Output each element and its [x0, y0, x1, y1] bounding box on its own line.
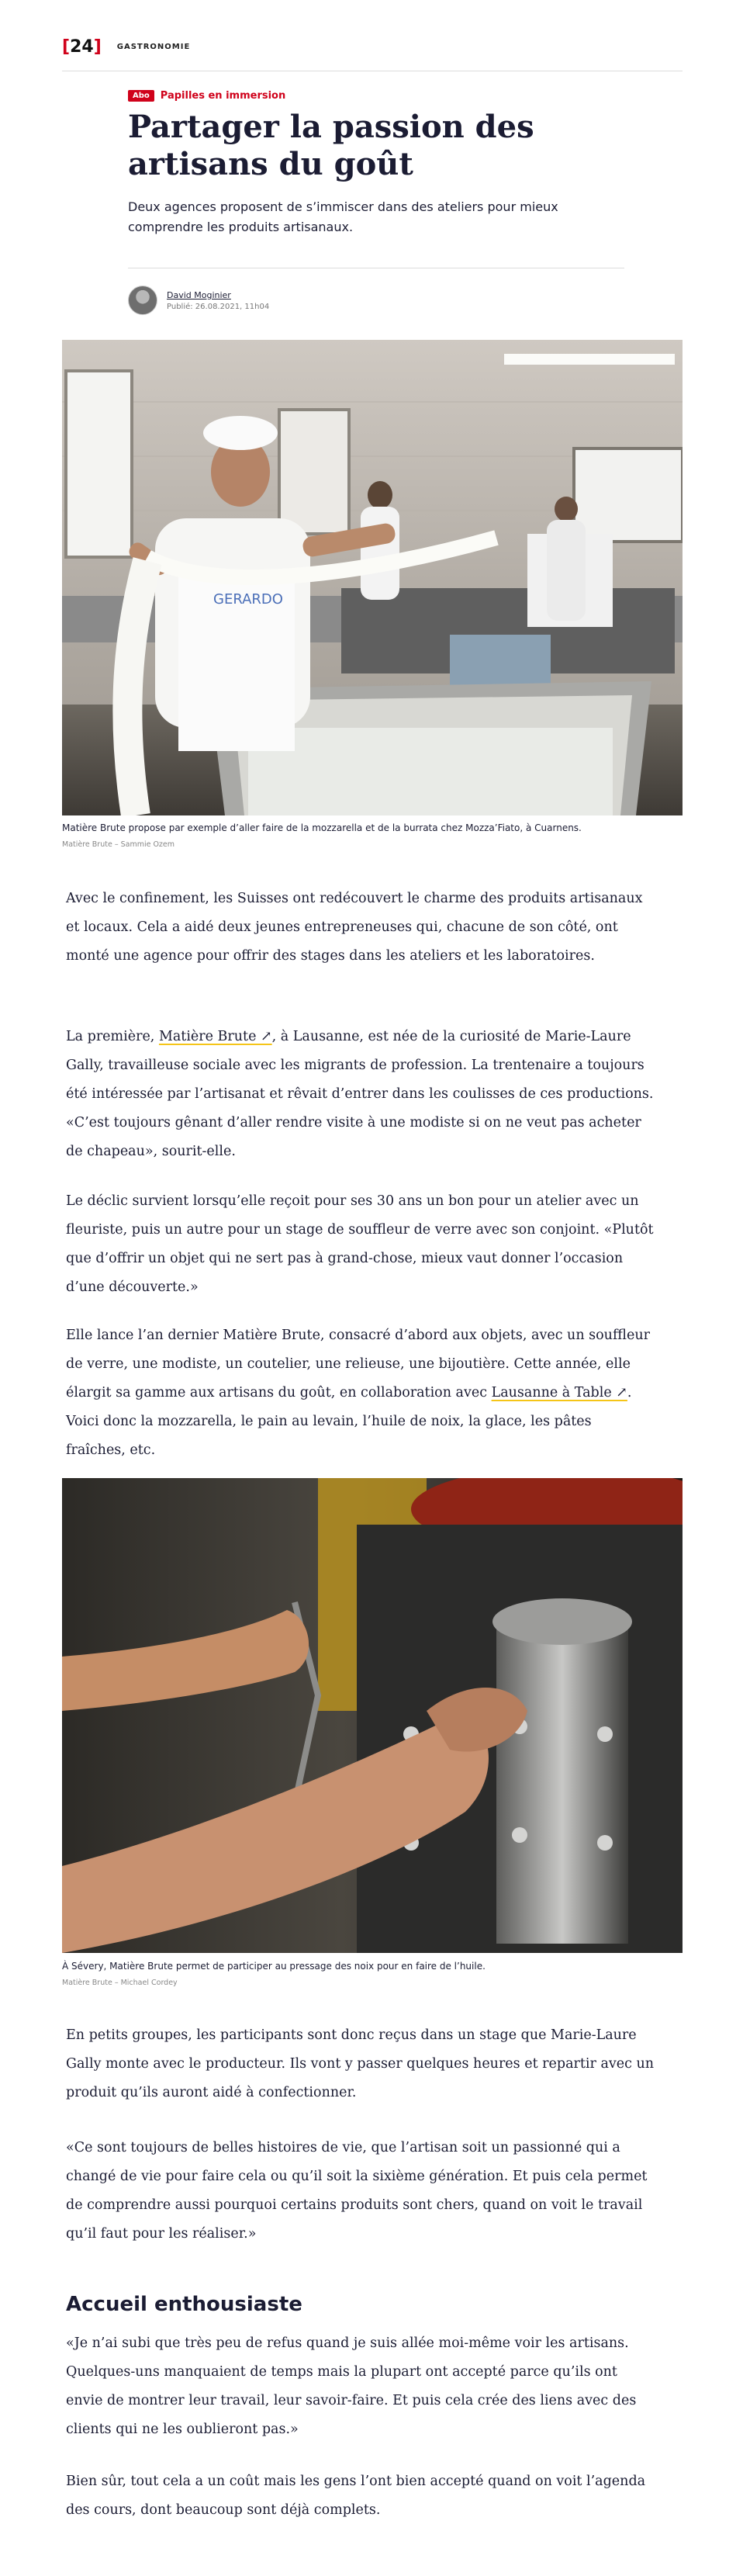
paragraph-4 [66, 1321, 655, 1465]
page-title: Partager la passion des artisans du goût [128, 109, 534, 182]
byline-text [167, 290, 269, 311]
kicker-row [128, 90, 285, 102]
photo-credit-2: Matière Brute – Michael Cordey [62, 1979, 178, 1987]
paragraph-5: En petits groupes, les participants sont donc reçus dans un stage que Marie-Laure Gally monte avec le producteur. Ils vont y passer quelques heures et repartir avec un produit qu’ils auront aidé à confectionner. [66, 2027, 655, 2100]
link-matiere-brute[interactable]: Matière Brute ↗ [158, 1029, 272, 1044]
paragraph-4-before: Elle lance l’an dernier Matière Brute, consacré d’abord aux objets, avec un souffleur de verre, une modiste, un coutelier, une relieuse, une bijoutière. Cette année, elle élargit sa gamme aux artisans du goût, en collaboration avec [66, 1328, 650, 1401]
paragraph-6: «Ce sont toujours de belles histoires de vie, que l’artisan soit un passionné qui a changé de vie pour faire cela ou qu’il soit la sixième génération. Et puis cela permet de comprendre aussi pourquoi certains produits sont chers, quand on voit le travail qu’il faut pour les réaliser.» [66, 2140, 648, 2242]
byline [128, 286, 269, 315]
logo-text: 24 [70, 37, 94, 57]
photo-walnut-image [62, 1478, 683, 1953]
kicker: Papilles en immersion [160, 90, 286, 102]
logo-bracket-left: [ [62, 37, 71, 57]
paragraph-2 [66, 1023, 655, 1166]
site-header [62, 23, 683, 71]
paragraph-7: «Je n’ai subi que très peu de refus quand je suis allée moi-même voir les artisans. Quelques-uns manquaient de temps mais la plupart ont accepté parce qu’ils ont envie de montrer leur travail, leur savoir-faire. Et puis cela crée des liens avec des clients qui ne les oublieront pas.» [66, 2335, 637, 2437]
site-logo[interactable] [62, 37, 102, 57]
logo-bracket-right: ] [93, 37, 102, 57]
paragraph-4-after: . Voici donc la mozzarella, le pain au levain, l’huile de noix, la glace, les pâtes fraîches, etc. [66, 1385, 632, 1458]
photo-walnut-press [62, 1478, 683, 1953]
abo-badge: Abo [128, 90, 154, 102]
publish-date: Publié: 26.08.2021, 11h04 [167, 302, 270, 311]
photo-credit-1: Matière Brute – Sammie Ozem [62, 840, 175, 849]
photo-mozzarella-workshop [62, 340, 683, 815]
paragraph-3: Le déclic survient lorsqu’elle reçoit pour ses 30 ans un bon pour un atelier avec un fleuriste, puis un autre pour un stage de souffleur de verre avec son conjoint. «Plutôt que d’offrir un objet qui ne sert pas à grand-chose, mieux vaut donner l’occasion d’une découverte.» [66, 1193, 654, 1295]
paragraph-2-after: , à Lausanne, est née de la curiosité de Marie-Laure Gally, travailleuse sociale avec les migrants de profession. La trentenaire a toujours été intéressée par l’artisanat et rêvait d’entrer dans les coulisses de ces productions. «C’est toujours gênant d’aller rendre visite à une modiste si on ne veut pas acheter de chapeau», sourit-elle. [66, 1029, 654, 1159]
section-label[interactable]: GASTRONOMIE [116, 43, 191, 51]
photo-caption-1: Matière Brute propose par exemple d’aller faire de la mozzarella et de la burrata chez Mozza’Fiato, à Cuarnens. [62, 822, 582, 833]
svg-text:GERARDO: GERARDO [213, 591, 283, 608]
paragraph-2-before: La première, [66, 1029, 159, 1044]
subheading: Accueil enthousiaste [66, 2293, 302, 2316]
photo-caption-2: À Sévery, Matière Brute permet de participer au pressage des noix pour en faire de l’huile. [62, 1961, 486, 1972]
article-lead: Deux agences proposent de s’immiscer dans des ateliers pour mieux comprendre les produits artisanaux. [128, 199, 558, 234]
photo-mozzarella-image [62, 340, 683, 815]
paragraph-1: Avec le confinement, les Suisses ont redécouvert le charme des produits artisanaux et locaux. Cela a aidé deux jeunes entrepreneuses qui, chacune de son côté, ont monté une agence pour offrir des stages dans les ateliers et les laboratoires. [66, 891, 643, 964]
paragraph-8: Bien sûr, tout cela a un coût mais les gens l’ont bien accepté quand on voit l’agenda des cours, dont beaucoup sont déjà complets. [66, 2474, 646, 2518]
author-link[interactable]: David Moginier [167, 289, 231, 300]
link-lausanne-a-table[interactable]: Lausanne à Table ↗ [491, 1385, 627, 1401]
author-avatar [128, 286, 157, 315]
